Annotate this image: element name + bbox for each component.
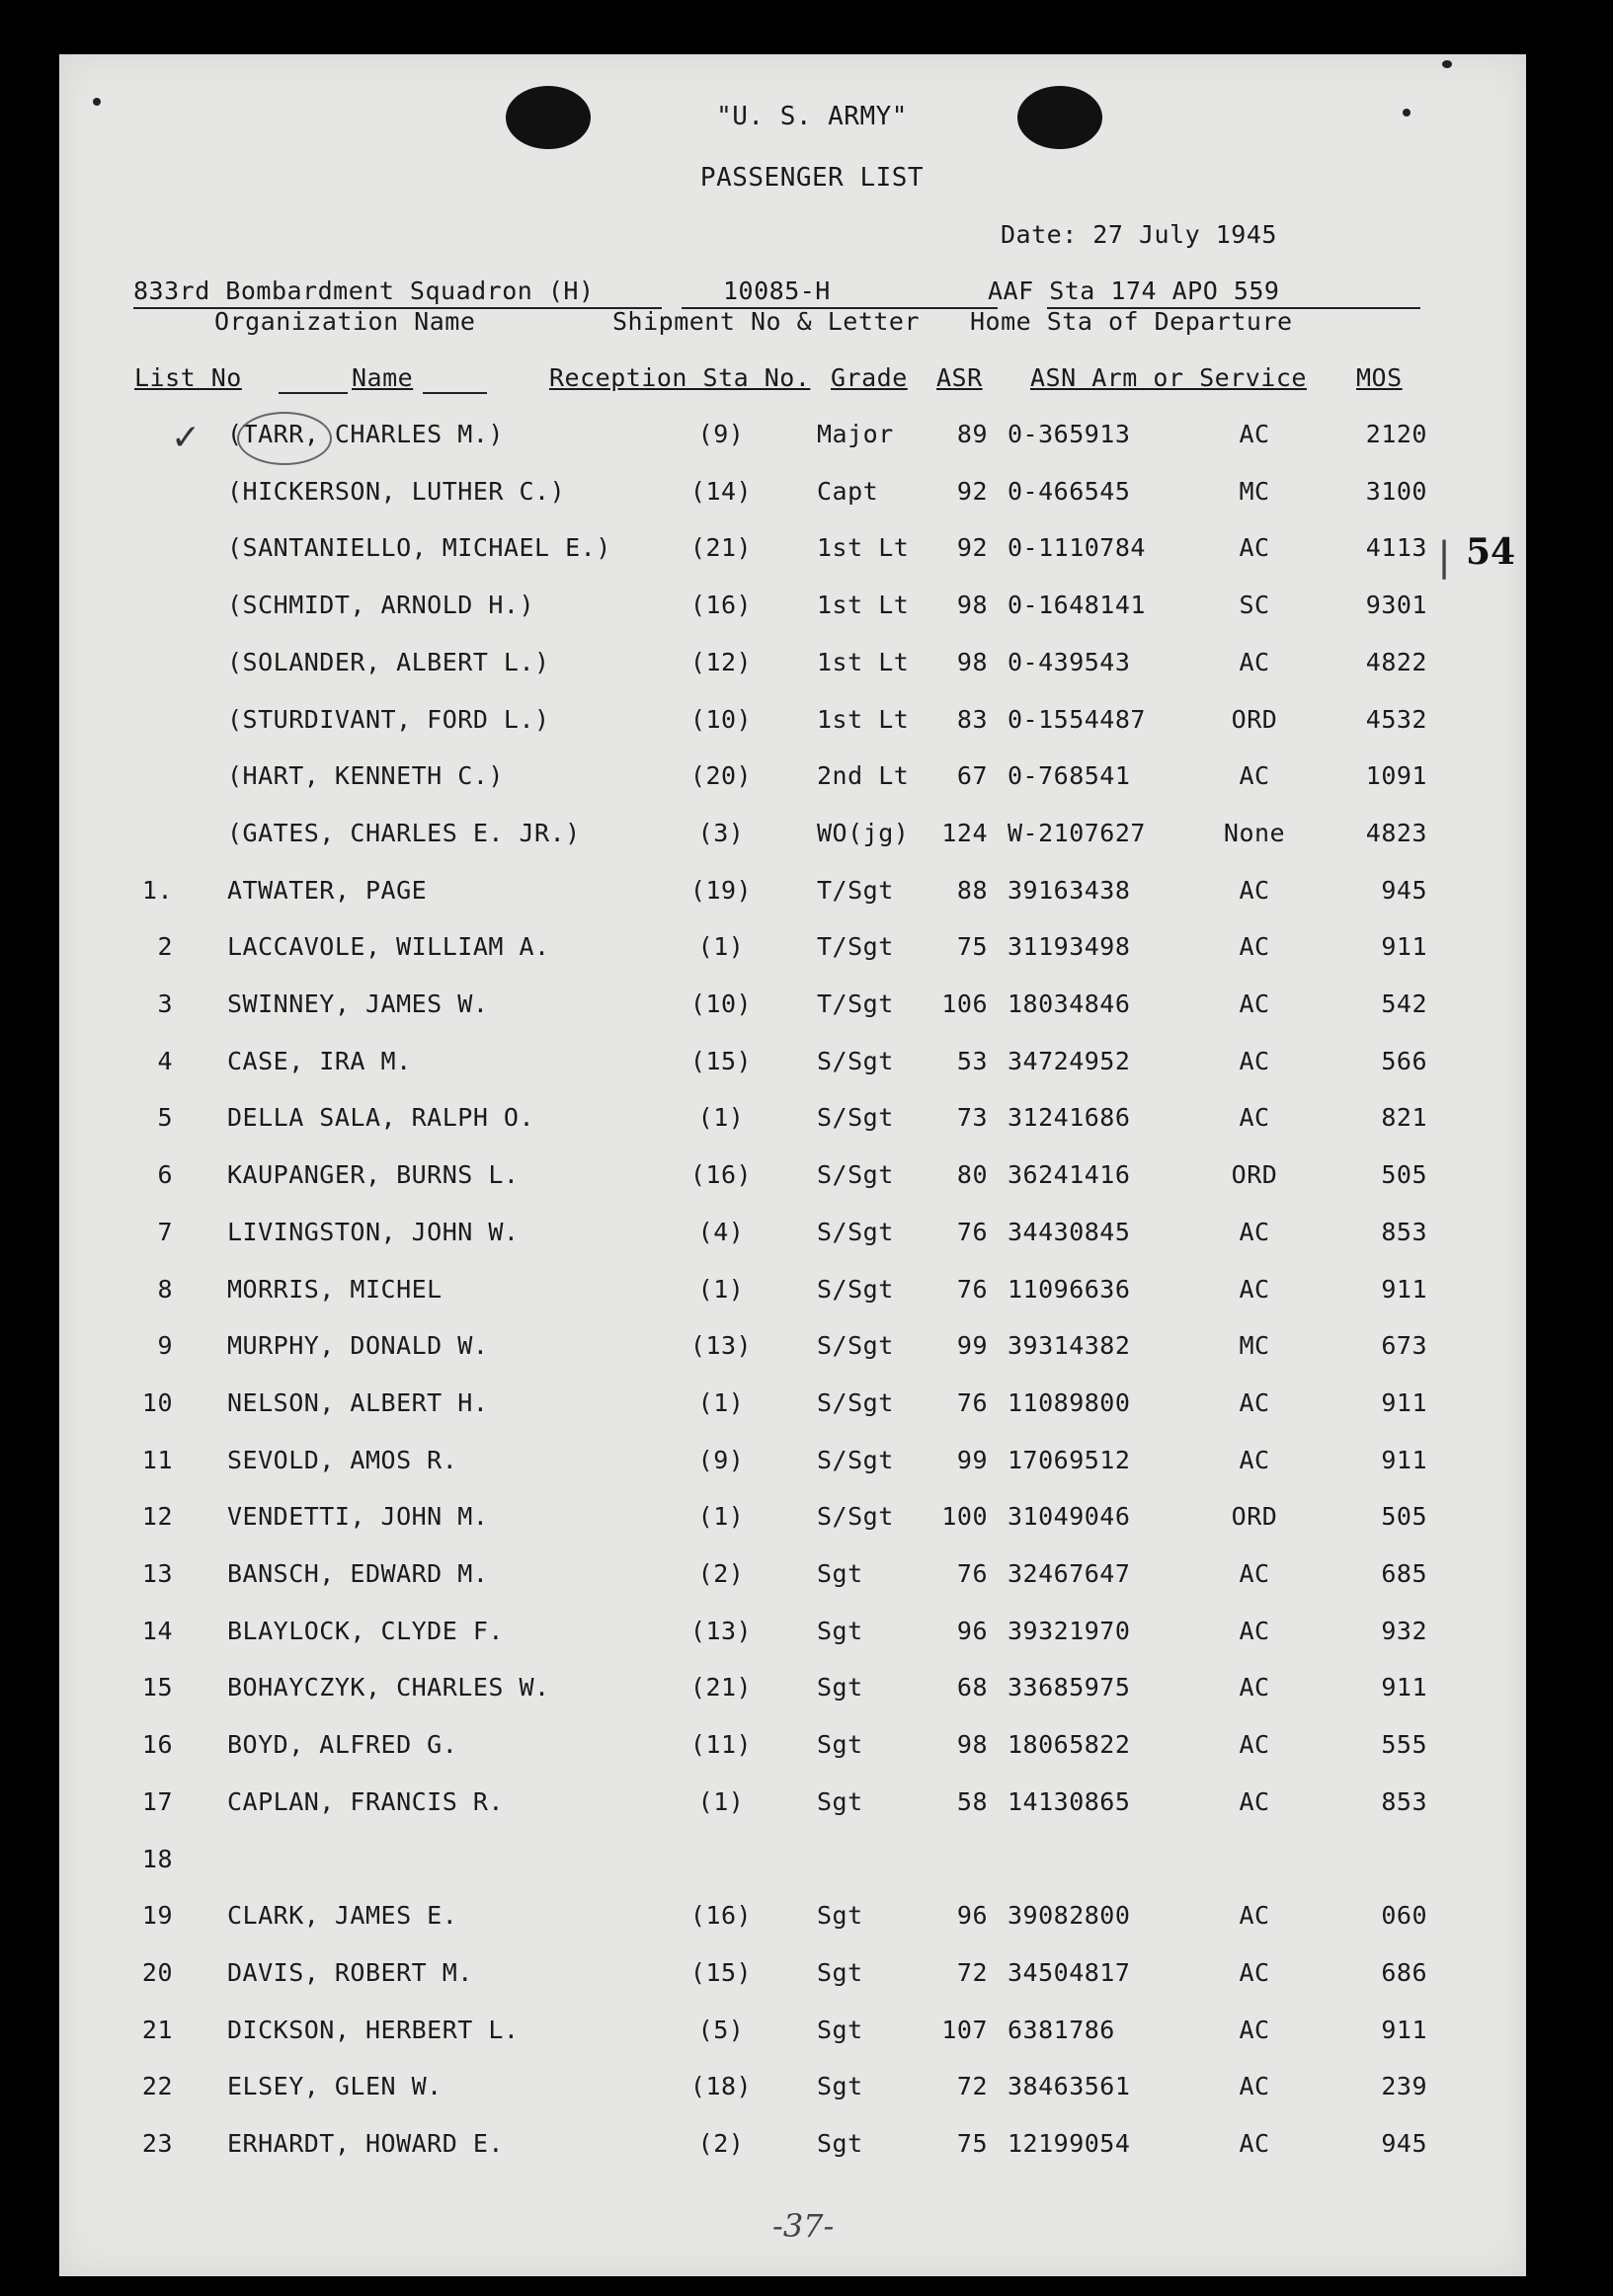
row-grade: T/Sgt: [817, 876, 894, 905]
row-asn: 0-365913: [1008, 420, 1131, 448]
row-arm: AC: [1239, 1047, 1270, 1075]
row-arm: AC: [1239, 2129, 1270, 2158]
row-asr: 75: [956, 932, 988, 961]
row-arm: AC: [1239, 420, 1270, 448]
row-asn: 31049046: [1008, 1502, 1131, 1531]
row-asr: 98: [956, 648, 988, 676]
row-name: CLARK, JAMES E.: [227, 1901, 458, 1930]
row-reception: (3): [697, 819, 745, 847]
row-asr: 92: [956, 533, 988, 562]
row-name: CAPLAN, FRANCIS R.: [227, 1787, 504, 1816]
row-asr: 89: [956, 420, 988, 448]
row-mos: 060: [1381, 1901, 1427, 1930]
row-name: CASE, IRA M.: [227, 1047, 412, 1075]
row-name: VENDETTI, JOHN M.: [227, 1502, 489, 1531]
ink-spot: [93, 98, 101, 106]
row-mos: 853: [1381, 1787, 1427, 1816]
row-asn: 6381786: [1008, 2016, 1115, 2044]
row-grade: 1st Lt: [817, 533, 910, 562]
row-name: LACCAVOLE, WILLIAM A.: [227, 932, 550, 961]
row-list-no: 22: [141, 2072, 173, 2100]
row-mos: 911: [1381, 2016, 1427, 2044]
row-mos: 853: [1381, 1218, 1427, 1246]
date-line: Date: 27 July 1945: [1001, 220, 1277, 249]
row-grade: S/Sgt: [817, 1502, 894, 1531]
row-list-no: 4: [157, 1047, 173, 1075]
row-list-no: 9: [157, 1331, 173, 1360]
row-asn: 32467647: [1008, 1559, 1131, 1588]
row-asr: 98: [956, 591, 988, 619]
row-list-no: 14: [141, 1617, 173, 1645]
row-asn: 18065822: [1008, 1730, 1131, 1759]
row-asr: 76: [956, 1275, 988, 1304]
row-arm: AC: [1239, 761, 1270, 790]
row-mos: 911: [1381, 932, 1427, 961]
row-mos: 4532: [1365, 705, 1427, 734]
row-mos: 821: [1381, 1103, 1427, 1132]
row-arm: AC: [1239, 1218, 1270, 1246]
row-name: (HART, KENNETH C.): [227, 761, 504, 790]
row-asn: 34724952: [1008, 1047, 1131, 1075]
col-mos: MOS: [1356, 363, 1403, 392]
row-asn: 39321970: [1008, 1617, 1131, 1645]
home-station-caption: Home Sta of Departure: [970, 307, 1293, 336]
passenger-list-page: [59, 54, 1526, 2276]
row-list-no: 17: [141, 1787, 173, 1816]
row-reception: (1): [697, 1275, 745, 1304]
row-name: DICKSON, HERBERT L.: [227, 2016, 520, 2044]
row-grade: Sgt: [817, 1673, 863, 1702]
row-list-no: 18: [141, 1845, 173, 1873]
row-asn: 36241416: [1008, 1160, 1131, 1189]
row-grade: Sgt: [817, 1901, 863, 1930]
shipment-value: 10085-H: [723, 277, 831, 305]
row-asr: 99: [956, 1331, 988, 1360]
row-grade: S/Sgt: [817, 1446, 894, 1474]
row-arm: ORD: [1231, 1160, 1278, 1189]
row-reception: (5): [697, 2016, 745, 2044]
row-reception: (4): [697, 1218, 745, 1246]
row-grade: 1st Lt: [817, 591, 910, 619]
row-list-no: 12: [141, 1502, 173, 1531]
row-list-no: 20: [141, 1958, 173, 1987]
row-mos: 685: [1381, 1559, 1427, 1588]
row-grade: S/Sgt: [817, 1103, 894, 1132]
row-reception: (10): [689, 705, 753, 734]
army-heading: "U. S. ARMY": [716, 102, 908, 131]
row-arm: SC: [1239, 591, 1270, 619]
row-arm: AC: [1239, 1446, 1270, 1474]
list-title: PASSENGER LIST: [699, 163, 925, 193]
row-grade: S/Sgt: [817, 1218, 894, 1246]
row-arm: ORD: [1231, 1502, 1278, 1531]
row-asn: 31193498: [1008, 932, 1131, 961]
row-arm: AC: [1239, 990, 1270, 1018]
row-arm: AC: [1239, 1559, 1270, 1588]
row-asr: 67: [956, 761, 988, 790]
row-arm: AC: [1239, 533, 1270, 562]
col-grade: Grade: [831, 363, 908, 392]
row-mos: 932: [1381, 1617, 1427, 1645]
row-mos: 686: [1381, 1958, 1427, 1987]
col-asr: ASR: [936, 363, 983, 392]
row-arm: AC: [1239, 1730, 1270, 1759]
checkmark-icon: ✓: [171, 418, 202, 458]
row-asn: 17069512: [1008, 1446, 1131, 1474]
row-reception: (18): [689, 2072, 753, 2100]
row-mos: 4822: [1365, 648, 1427, 676]
row-asr: 83: [956, 705, 988, 734]
row-reception: (12): [689, 648, 753, 676]
row-list-no: 2: [157, 932, 173, 961]
shipment-caption: Shipment No & Letter: [612, 307, 921, 336]
col-list-no: List No: [134, 363, 242, 392]
row-mos: 566: [1381, 1047, 1427, 1075]
row-name: SEVOLD, AMOS R.: [227, 1446, 458, 1474]
row-reception: (1): [697, 1103, 745, 1132]
row-mos: 505: [1381, 1160, 1427, 1189]
row-reception: (1): [697, 932, 745, 961]
row-arm: AC: [1239, 876, 1270, 905]
row-grade: Capt: [817, 477, 879, 506]
row-mos: 673: [1381, 1331, 1427, 1360]
row-list-no: 13: [141, 1559, 173, 1588]
row-reception: (9): [697, 420, 745, 448]
row-arm: AC: [1239, 1901, 1270, 1930]
row-asr: 99: [956, 1446, 988, 1474]
row-arm: ORD: [1231, 705, 1278, 734]
row-list-no: 5: [157, 1103, 173, 1132]
punch-hole-right: [1017, 86, 1102, 149]
row-name: DELLA SALA, RALPH O.: [227, 1103, 535, 1132]
row-name: BOYD, ALFRED G.: [227, 1730, 458, 1759]
row-grade: S/Sgt: [817, 1388, 894, 1417]
row-asr: 106: [941, 990, 988, 1018]
row-asn: 31241686: [1008, 1103, 1131, 1132]
row-mos: 9301: [1365, 591, 1427, 619]
row-name: (TARR, CHARLES M.): [227, 420, 504, 448]
row-mos: 945: [1381, 2129, 1427, 2158]
row-asr: 96: [956, 1901, 988, 1930]
row-name: KAUPANGER, BURNS L.: [227, 1160, 520, 1189]
organization-name-caption: Organization Name: [214, 307, 476, 336]
row-grade: T/Sgt: [817, 932, 894, 961]
row-arm: AC: [1239, 1787, 1270, 1816]
row-arm: AC: [1239, 1103, 1270, 1132]
row-list-no: 10: [141, 1388, 173, 1417]
row-reception: (13): [689, 1331, 753, 1360]
row-name: DAVIS, ROBERT M.: [227, 1958, 473, 1987]
row-name: MORRIS, MICHEL: [227, 1275, 443, 1304]
row-asn: 34504817: [1008, 1958, 1131, 1987]
row-asn: 18034846: [1008, 990, 1131, 1018]
row-asn: 0-439543: [1008, 648, 1131, 676]
row-reception: (2): [697, 2129, 745, 2158]
row-asn: 0-1648141: [1008, 591, 1146, 619]
row-arm: None: [1223, 819, 1286, 847]
row-mos: 4113: [1365, 533, 1427, 562]
row-reception: (14): [689, 477, 753, 506]
row-asr: 124: [941, 819, 988, 847]
row-reception: (1): [697, 1787, 745, 1816]
row-mos: 4823: [1365, 819, 1427, 847]
col-name-underline-right: [423, 392, 487, 394]
row-asn: 38463561: [1008, 2072, 1131, 2100]
row-name: (HICKERSON, LUTHER C.): [227, 477, 566, 506]
col-reception: Reception Sta No.: [549, 363, 811, 392]
row-name: NELSON, ALBERT H.: [227, 1388, 489, 1417]
ink-spot: [1403, 109, 1411, 117]
row-asn: 0-1554487: [1008, 705, 1146, 734]
row-grade: Sgt: [817, 1617, 863, 1645]
row-grade: S/Sgt: [817, 1160, 894, 1189]
row-asn: 12199054: [1008, 2129, 1131, 2158]
row-mos: 911: [1381, 1446, 1427, 1474]
row-mos: 239: [1381, 2072, 1427, 2100]
row-asn: 11096636: [1008, 1275, 1131, 1304]
row-asn: 34430845: [1008, 1218, 1131, 1246]
row-name: BOHAYCZYK, CHARLES W.: [227, 1673, 550, 1702]
row-list-no: 6: [157, 1160, 173, 1189]
row-asr: 88: [956, 876, 988, 905]
row-arm: AC: [1239, 1673, 1270, 1702]
row-arm: AC: [1239, 1388, 1270, 1417]
row-asr: 53: [956, 1047, 988, 1075]
row-reception: (1): [697, 1388, 745, 1417]
row-list-no: 11: [141, 1446, 173, 1474]
row-asr: 76: [956, 1218, 988, 1246]
row-asn: 39314382: [1008, 1331, 1131, 1360]
row-asn: 33685975: [1008, 1673, 1131, 1702]
row-arm: AC: [1239, 1275, 1270, 1304]
hand-drawn-circle: [237, 412, 332, 465]
row-reception: (11): [689, 1730, 753, 1759]
row-reception: (15): [689, 1958, 753, 1987]
row-asr: 73: [956, 1103, 988, 1132]
row-asn: W-2107627: [1008, 819, 1146, 847]
home-station-value: AAF Sta 174 APO 559: [988, 277, 1280, 305]
row-arm: MC: [1239, 1331, 1270, 1360]
row-name: (SANTANIELLO, MICHAEL E.): [227, 533, 611, 562]
row-asr: 68: [956, 1673, 988, 1702]
row-arm: AC: [1239, 2016, 1270, 2044]
row-reception: (16): [689, 1160, 753, 1189]
row-grade: Sgt: [817, 2129, 863, 2158]
row-list-no: 21: [141, 2016, 173, 2044]
row-reception: (13): [689, 1617, 753, 1645]
row-name: BANSCH, EDWARD M.: [227, 1559, 489, 1588]
row-reception: (10): [689, 990, 753, 1018]
row-asn: 39082800: [1008, 1901, 1131, 1930]
row-grade: Sgt: [817, 2072, 863, 2100]
row-arm: AC: [1239, 648, 1270, 676]
row-name: (SCHMIDT, ARNOLD H.): [227, 591, 535, 619]
row-asn: 11089800: [1008, 1388, 1131, 1417]
row-grade: S/Sgt: [817, 1047, 894, 1075]
row-mos: 2120: [1365, 420, 1427, 448]
row-grade: S/Sgt: [817, 1275, 894, 1304]
row-arm: AC: [1239, 932, 1270, 961]
row-grade: Sgt: [817, 1730, 863, 1759]
row-arm: AC: [1239, 2072, 1270, 2100]
row-mos: 945: [1381, 876, 1427, 905]
row-mos: 911: [1381, 1388, 1427, 1417]
row-arm: AC: [1239, 1958, 1270, 1987]
row-list-no: 15: [141, 1673, 173, 1702]
row-grade: 1st Lt: [817, 648, 910, 676]
row-mos: 3100: [1365, 477, 1427, 506]
row-name: (GATES, CHARLES E. JR.): [227, 819, 581, 847]
row-reception: (21): [689, 1673, 753, 1702]
row-reception: (1): [697, 1502, 745, 1531]
row-mos: 555: [1381, 1730, 1427, 1759]
col-name-underline-left: [279, 392, 348, 394]
side-mark: |: [1432, 534, 1457, 580]
row-list-no: 23: [141, 2129, 173, 2158]
row-reception: (9): [697, 1446, 745, 1474]
col-asn-arm: ASN Arm or Service: [1030, 363, 1307, 392]
row-arm: MC: [1239, 477, 1270, 506]
ink-spot: [1442, 60, 1452, 68]
row-name: MURPHY, DONALD W.: [227, 1331, 489, 1360]
row-asr: 98: [956, 1730, 988, 1759]
col-name: Name: [352, 363, 414, 392]
row-grade: T/Sgt: [817, 990, 894, 1018]
row-asr: 80: [956, 1160, 988, 1189]
side-number: 54: [1466, 531, 1516, 573]
row-asr: 72: [956, 1958, 988, 1987]
row-list-no: 7: [157, 1218, 173, 1246]
row-asn: 39163438: [1008, 876, 1131, 905]
row-asr: 76: [956, 1388, 988, 1417]
row-grade: Sgt: [817, 1559, 863, 1588]
row-asr: 107: [941, 2016, 988, 2044]
row-asr: 58: [956, 1787, 988, 1816]
row-asr: 96: [956, 1617, 988, 1645]
row-grade: S/Sgt: [817, 1331, 894, 1360]
row-name: (SOLANDER, ALBERT L.): [227, 648, 550, 676]
row-name: BLAYLOCK, CLYDE F.: [227, 1617, 504, 1645]
row-name: SWINNEY, JAMES W.: [227, 990, 489, 1018]
row-reception: (2): [697, 1559, 745, 1588]
row-list-no: 8: [157, 1275, 173, 1304]
punch-hole-left: [506, 86, 591, 149]
row-mos: 1091: [1365, 761, 1427, 790]
row-mos: 505: [1381, 1502, 1427, 1531]
row-reception: (16): [689, 591, 753, 619]
row-grade: Major: [817, 420, 894, 448]
organization-name-value: 833rd Bombardment Squadron (H): [133, 277, 595, 305]
row-asn: 0-768541: [1008, 761, 1131, 790]
row-grade: 2nd Lt: [817, 761, 910, 790]
row-asr: 92: [956, 477, 988, 506]
row-asn: 14130865: [1008, 1787, 1131, 1816]
row-name: ATWATER, PAGE: [227, 876, 428, 905]
row-mos: 911: [1381, 1673, 1427, 1702]
row-list-no: 19: [141, 1901, 173, 1930]
row-grade: 1st Lt: [817, 705, 910, 734]
row-grade: Sgt: [817, 1958, 863, 1987]
row-name: ERHARDT, HOWARD E.: [227, 2129, 504, 2158]
row-mos: 542: [1381, 990, 1427, 1018]
row-asr: 72: [956, 2072, 988, 2100]
row-reception: (19): [689, 876, 753, 905]
row-grade: Sgt: [817, 2016, 863, 2044]
row-reception: (15): [689, 1047, 753, 1075]
row-list-no: 1.: [141, 876, 173, 905]
row-name: (STURDIVANT, FORD L.): [227, 705, 550, 734]
row-reception: (16): [689, 1901, 753, 1930]
row-reception: (21): [689, 533, 753, 562]
row-arm: AC: [1239, 1617, 1270, 1645]
row-asr: 75: [956, 2129, 988, 2158]
row-list-no: 16: [141, 1730, 173, 1759]
row-reception: (20): [689, 761, 753, 790]
row-name: LIVINGSTON, JOHN W.: [227, 1218, 520, 1246]
row-asr: 100: [941, 1502, 988, 1531]
row-grade: Sgt: [817, 1787, 863, 1816]
row-list-no: 3: [157, 990, 173, 1018]
row-asr: 76: [956, 1559, 988, 1588]
row-name: ELSEY, GLEN W.: [227, 2072, 443, 2100]
row-asn: 0-1110784: [1008, 533, 1146, 562]
row-grade: WO(jg): [817, 819, 910, 847]
row-asn: 0-466545: [1008, 477, 1131, 506]
page-number: -37-: [772, 2207, 835, 2245]
row-mos: 911: [1381, 1275, 1427, 1304]
